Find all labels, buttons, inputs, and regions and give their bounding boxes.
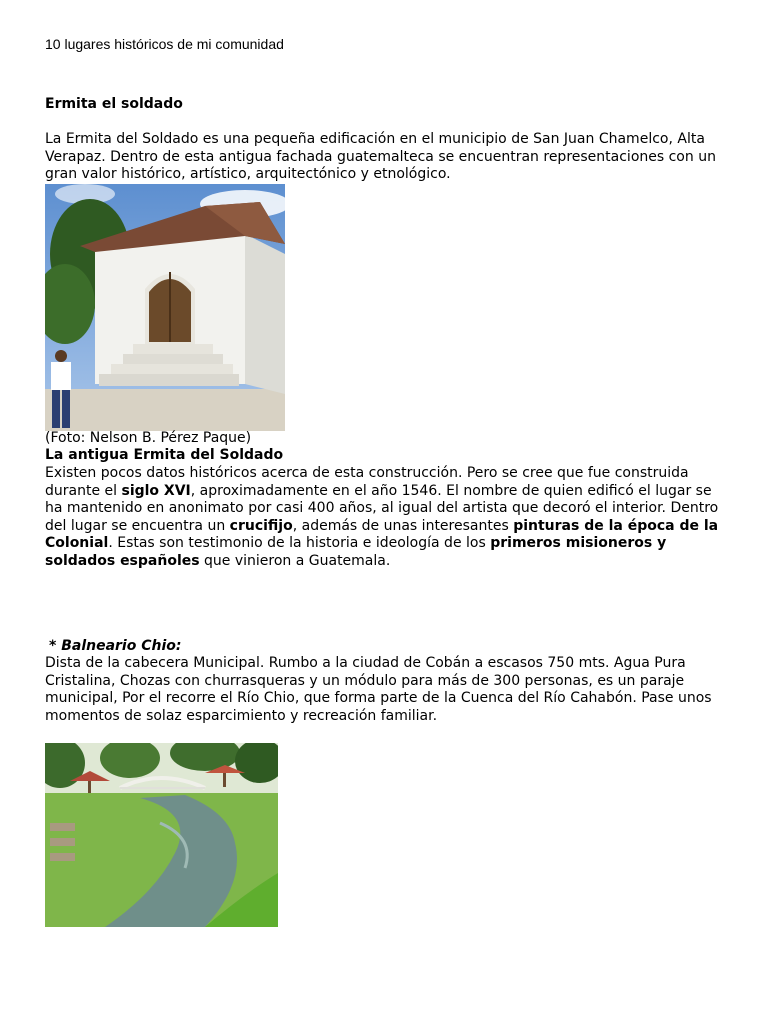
- ermita-photo: [45, 184, 285, 431]
- balneario-photo: [45, 743, 278, 927]
- section-heading-ermita: Ermita el soldado: [45, 96, 183, 112]
- section-heading-balneario: * Balneario Chio:: [49, 638, 182, 654]
- ermita-history-paragraph: [45, 465, 725, 570]
- bold-text: primeros misioneros y soldados españoles: [45, 535, 667, 569]
- text-span: , además de unas interesantes: [292, 517, 514, 534]
- bold-text: crucifijo: [229, 517, 293, 534]
- text-span: que vinieron a Guatemala.: [199, 552, 391, 569]
- subheading-antigua-ermita: La antigua Ermita del Soldado: [45, 447, 284, 463]
- text-span: Existen pocos datos históricos acerca de esta construcción. Pero se cree que fue construida durante el: [45, 465, 689, 499]
- bold-text: pinturas de la época de la Colonial: [45, 517, 719, 551]
- photo-caption: (Foto: Nelson B. Pérez Paque): [45, 430, 252, 446]
- ermita-intro-paragraph: La Ermita del Soldado es una pequeña edificación en el municipio de San Juan Chamelco, Alta Verapaz. Dentro de esta antigua fachada guatemalteca se encuentran representaciones con un gran valor histórico, artístico, arquitectónico y etnológico.: [45, 131, 716, 182]
- document-title: 10 lugares históricos de mi comunidad: [45, 36, 284, 52]
- balneario-paragraph: Dista de la cabecera Municipal. Rumbo a la ciudad de Cobán a escasos 750 mts. Agua Pura Cristalina, Chozas con churrasqueras y un módulo para más de 300 personas, es un paraje municipal, Por el recorre el Río Chio, que forma parte de la Cuenca del Río Cahabón. Pase unos momentos de solaz esparcimiento y recreación familiar.: [45, 655, 712, 724]
- text-span: . Estas son testimonio de la historia e ideología de los: [108, 535, 491, 551]
- text-span: , aproximadamente en el año 1546. El nombre de quien edificó el lugar se ha mantenido en anonimato por casi 400 años, al igual del artista que decoró el interior. Dentro del lugar se encuentra un: [45, 482, 719, 534]
- bold-text: siglo XVI: [121, 482, 191, 499]
